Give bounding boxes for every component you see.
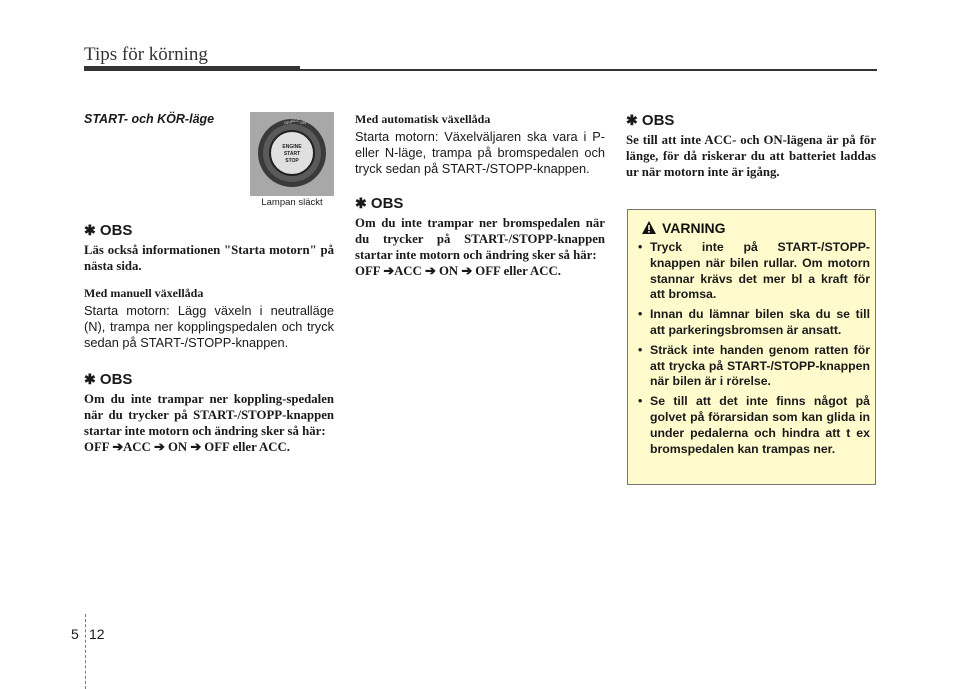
figure-caption: Lampan släckt	[261, 197, 323, 208]
obs-heading	[84, 222, 334, 239]
list-item: • Sträck inte handen genom ratten för att trycka på START-/STOPP-knappen när bilen är i rörelse.	[638, 342, 870, 389]
obs-heading	[626, 112, 876, 129]
arrow-right-icon: ➔	[383, 264, 395, 278]
column-3	[626, 112, 876, 180]
obs-label: OBS	[99, 222, 133, 239]
warning-list	[638, 240, 870, 461]
section-subtitle: START- och KÖR-läge	[84, 112, 215, 126]
star-icon: ✱	[355, 195, 367, 211]
obs-label: OBS	[370, 195, 404, 212]
footer-divider	[85, 614, 86, 689]
arrow-right-icon: ➔	[190, 440, 202, 454]
auto-heading: Med automatisk växellåda	[355, 112, 491, 126]
arrow-right-icon: ➔	[154, 440, 165, 454]
header-bar	[84, 66, 300, 71]
svg-text:OFF: OFF	[284, 120, 292, 125]
manual-text: Starta motorn: Lägg växeln i neutralläge (N), trampa ner kopplingspedalen och tryck sedan på START-/STOPP-knappen.	[84, 303, 334, 350]
mode-sequence: OFF ➔ACC ➔ ON ➔ OFF eller ACC.	[355, 264, 561, 278]
mode-sequence: OFF ➔ACC ➔ ON ➔ OFF eller ACC.	[84, 440, 290, 454]
page-number: 12	[89, 626, 105, 642]
arrow-right-icon: ➔	[425, 264, 436, 278]
obs-text: Läs också informationen "Starta motorn" på nästa sida.	[84, 243, 334, 273]
warning-box	[627, 209, 876, 485]
svg-text:ENGINE: ENGINE	[282, 144, 302, 150]
svg-text:STOP: STOP	[285, 158, 299, 164]
arrow-right-icon: ➔	[461, 264, 473, 278]
manual-heading: Med manuell växellåda	[84, 286, 204, 300]
obs-label: OBS	[641, 112, 675, 129]
list-item: • Innan du lämnar bilen ska du se till att parkeringsbromsen är ansatt.	[638, 307, 870, 337]
obs-text: Om du inte trampar ner bromspedalen när du trycker på START-/STOPP-knappen startar inte motorn och ändring sker så här:	[355, 216, 605, 262]
header-rule	[300, 69, 877, 71]
star-icon: ✱	[626, 112, 638, 128]
list-item: • Tryck inte på START-/STOPP-knappen när bilen rullar. Om motorn stannar krävs det mer bl a kraft för att bromsa.	[638, 240, 870, 302]
page-header-title: Tips för körning	[84, 44, 208, 65]
engine-start-button-image	[250, 112, 334, 196]
svg-text:START: START	[283, 151, 301, 157]
obs-text: Se till att inte ACC- och ON-lägena är på för länge, för då riskerar du att batteriet laddas ur när motorn inte är igång.	[626, 133, 876, 179]
auto-text: Starta motorn: Växelväljaren ska vara i P- eller N-läge, trampa på bromspedalen och tryck sedan på START-/STOPP-knappen.	[355, 129, 605, 176]
obs-heading	[84, 371, 334, 388]
list-item: • Se till att det inte finns något på golvet på förarsidan som kan glida in under pedalerna och hindra att t ex bromspedalen kan trampas ner.	[638, 394, 870, 456]
obs-label: OBS	[99, 371, 133, 388]
obs-heading	[355, 195, 605, 212]
column-2	[355, 112, 605, 279]
obs-text: Om du inte trampar ner koppling-spedalen när du trycker på START-/STOPP-knappen startar inte motorn och ändring sker så här:	[84, 392, 334, 438]
warning-title: VARNING	[642, 220, 726, 236]
start-button-figure	[250, 112, 334, 212]
section-number: 5	[71, 626, 79, 642]
star-icon: ✱	[84, 222, 96, 238]
star-icon: ✱	[84, 371, 96, 387]
arrow-right-icon: ➔	[112, 440, 124, 454]
warning-triangle-icon	[642, 221, 656, 234]
svg-text:ON: ON	[300, 120, 306, 125]
svg-text:ACC: ACC	[291, 118, 300, 123]
